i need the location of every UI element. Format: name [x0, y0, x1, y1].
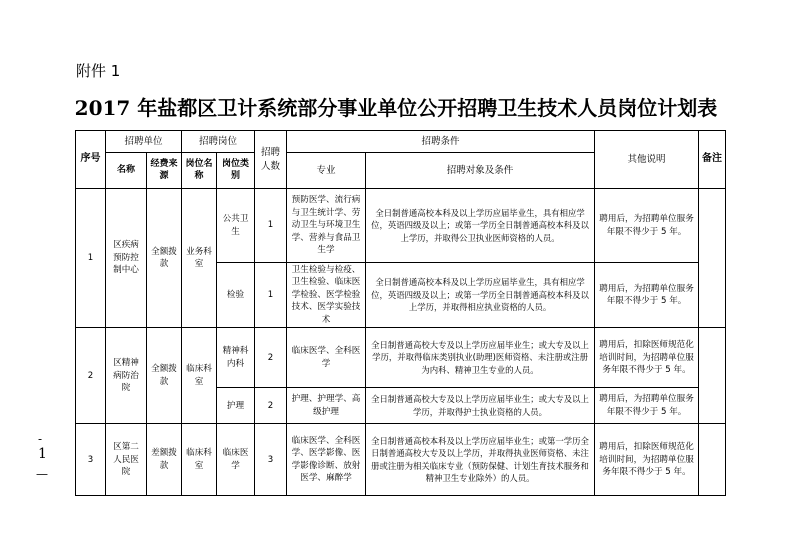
header-target: 招聘对象及条件	[366, 153, 595, 189]
post-target: 全日制普通高校大专及以上学历应届毕业生；或大专及以上学历，并取得护士执业资格的人员。	[366, 388, 595, 424]
header-count: 招聘人数	[255, 131, 287, 189]
post-count: 1	[255, 189, 287, 263]
post-type: 公共卫生	[217, 189, 255, 263]
post-count: 2	[255, 328, 287, 388]
unit-name: 区疾病预防控制中心	[106, 189, 147, 328]
header-unit-name: 名称	[106, 153, 147, 189]
header-post: 招聘岗位	[182, 131, 255, 153]
header-major: 专业	[287, 153, 366, 189]
unit-fund: 差额拨款	[147, 424, 182, 496]
post-target: 全日制普通高校大专及以上学历应届毕业生；或大专及以上学历，并取得临床类别执业(助理)医师资格、未注册或注册为内科、精神卫生专业的人员。	[366, 328, 595, 388]
header-post-name: 岗位名称	[182, 153, 217, 189]
post-name: 临床科室	[182, 424, 217, 496]
recruitment-table	[75, 130, 726, 496]
unit-seq: 2	[76, 328, 106, 424]
unit-seq: 3	[76, 424, 106, 496]
post-count: 2	[255, 388, 287, 424]
post-type: 临床医学	[217, 424, 255, 496]
post-other: 聘用后，为招聘单位服务年限不得少于 5 年。	[595, 263, 699, 328]
unit-name: 区第二人民医院	[106, 424, 147, 496]
post-type: 精神科内科	[217, 328, 255, 388]
post-other: 聘用后，为招聘单位服务年限不得少于 5 年。	[595, 388, 699, 424]
post-remark	[699, 189, 726, 328]
post-other: 聘用后，为招聘单位服务年限不得少于 5 年。	[595, 189, 699, 263]
header-conditions: 招聘条件	[287, 131, 595, 153]
post-name: 临床科室	[182, 328, 217, 424]
post-name: 业务科室	[182, 189, 217, 328]
post-target: 全日制普通高校本科及以上学历应届毕业生；或第一学历全日制普通高校大专及以上学历，并取得执业医师资格、未注册或注册为相关临床专业（预防保健、计划生育技术服务和精神卫生专业除外）的人员。	[366, 424, 595, 496]
attachment-label: 附件 1	[76, 62, 121, 80]
unit-seq: 1	[76, 189, 106, 328]
post-type: 护理	[217, 388, 255, 424]
page-number-dash: -	[38, 432, 43, 446]
table-row	[76, 424, 726, 496]
post-other: 聘用后，扣除医师规范化培训时间，为招聘单位服务年限不得少于 5 年。	[595, 328, 699, 388]
header-unit-fund: 经费来源	[147, 153, 182, 189]
unit-fund: 全额拨款	[147, 328, 182, 424]
post-major: 临床医学、全科医学	[287, 328, 366, 388]
post-type: 检验	[217, 263, 255, 328]
header-remark: 备注	[699, 131, 726, 189]
post-major: 护理、护理学、高级护理	[287, 388, 366, 424]
header-seq: 序号	[76, 131, 106, 189]
post-target: 全日制普通高校本科及以上学历应届毕业生，具有相应学位，英语四级及以上；或第一学历全日制普通高校本科及以上学历，并取得公卫执业医师资格的人员。	[366, 189, 595, 263]
post-remark	[699, 424, 726, 496]
header-other: 其他说明	[595, 131, 699, 189]
post-count: 1	[255, 263, 287, 328]
post-remark	[699, 328, 726, 424]
post-major: 临床医学、全科医学、医学影像、医学影像诊断、放射医学、麻醉学	[287, 424, 366, 496]
header-post-type: 岗位类别	[217, 153, 255, 189]
table-row	[76, 189, 726, 263]
header-unit: 招聘单位	[106, 131, 182, 153]
page-number: 1	[38, 446, 47, 462]
page-title: 2017 年盐都区卫计系统部分事业单位公开招聘卫生技术人员岗位计划表	[74, 96, 718, 120]
table-row	[76, 328, 726, 388]
unit-name: 区精神病防治院	[106, 328, 147, 424]
post-major: 卫生检验与检疫、卫生检验、临床医学检验、医学检验技术、医学实验技术	[287, 263, 366, 328]
page-number-dash: —	[36, 467, 48, 481]
post-target: 全日制普通高校本科及以上学历应届毕业生，具有相应学位，英语四级及以上；或第一学历全日制普通高校本科及以上学历，并取得相应执业资格的人员。	[366, 263, 595, 328]
unit-fund: 全额拨款	[147, 189, 182, 328]
post-count: 3	[255, 424, 287, 496]
post-major: 预防医学、流行病与卫生统计学、劳动卫生与环境卫生学、营养与食品卫生学	[287, 189, 366, 263]
post-other: 聘用后，扣除医师规范化培训时间，为招聘单位服务年限不得少于 5 年。	[595, 424, 699, 496]
